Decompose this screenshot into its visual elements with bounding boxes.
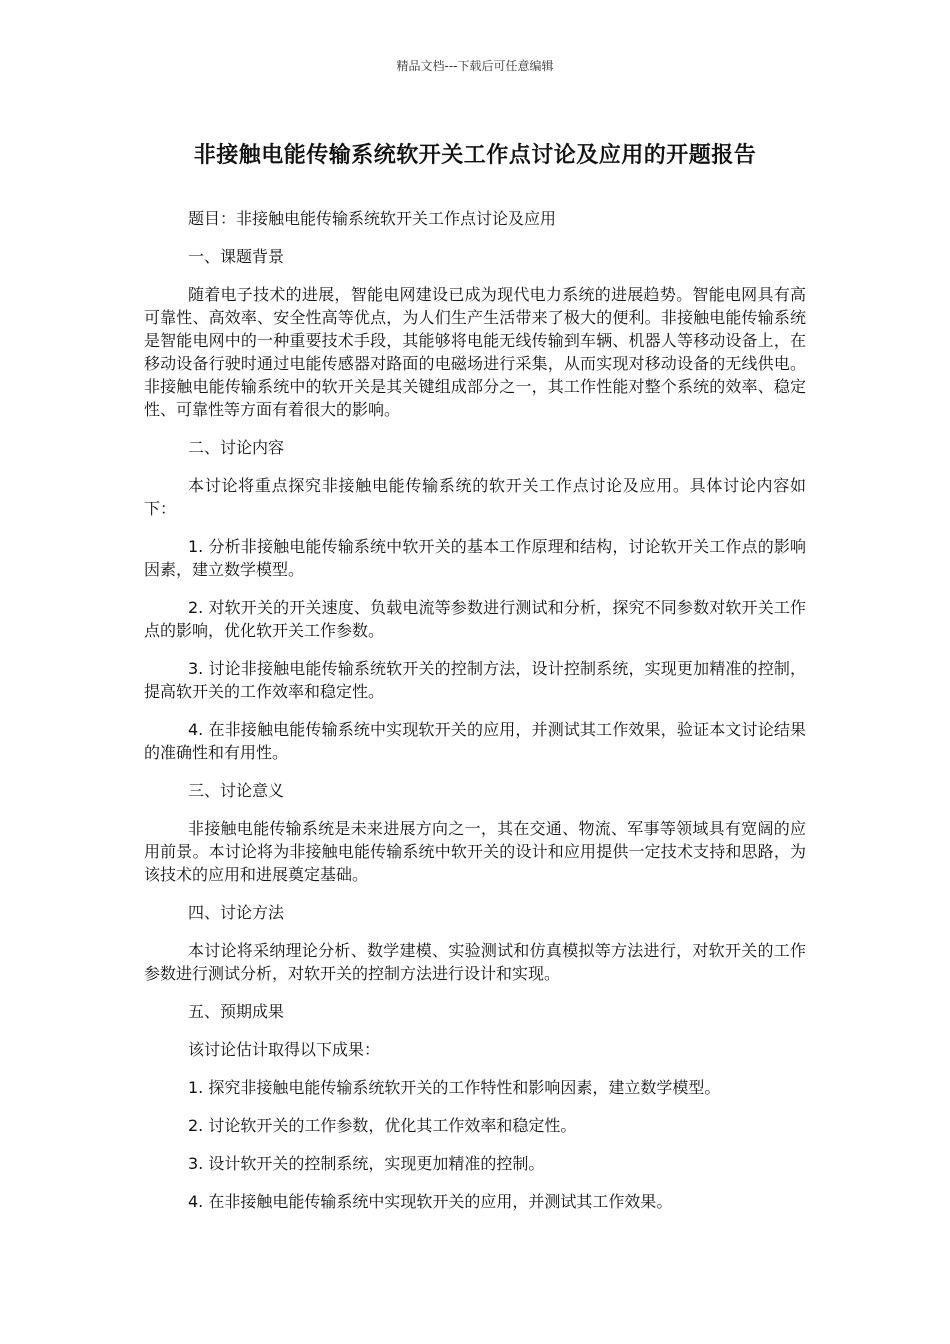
- content-item: 1. 分析非接触电能传输系统中软开关的基本工作原理和结构，讨论软开关工作点的影响因素，建立数学模型。: [144, 537, 806, 579]
- significance-paragraph: 非接触电能传输系统是未来进展方向之一，其在交通、物流、军事等领域具有宽阔的应用前景。本讨论将为非接触电能传输系统中软开关的设计和应用提供一定技术支持和思路，为该技术的应用和进展奠定基础。: [144, 819, 806, 884]
- section-heading-method: 四、讨论方法: [188, 903, 285, 922]
- result-item: 4. 在非接触电能传输系统中实现软开关的应用，并测试其工作效果。: [188, 1192, 673, 1211]
- method-paragraph: 本讨论将采纳理论分析、数学建模、实验测试和仿真模拟等方法进行，对软开关的工作参数进行测试分析，对软开关的控制方法进行设计和实现。: [144, 941, 806, 983]
- topic-line: 题目：非接触电能传输系统软开关工作点讨论及应用: [188, 209, 557, 228]
- results-intro: 该讨论估计取得以下成果：: [188, 1040, 381, 1059]
- section-heading-background: 一、课题背景: [188, 247, 285, 266]
- result-item: 2. 讨论软开关的工作参数，优化其工作效率和稳定性。: [188, 1116, 577, 1135]
- section-heading-content: 二、讨论内容: [188, 438, 285, 457]
- section-heading-significance: 三、讨论意义: [188, 781, 285, 800]
- document-body: [144, 207, 806, 1228]
- content-item: 3. 讨论非接触电能传输系统软开关的控制方法，设计控制系统，实现更加精准的控制，提高软开关的工作效率和稳定性。: [144, 659, 806, 701]
- result-item: 3. 设计软开关的控制系统，实现更加精准的控制。: [188, 1154, 545, 1173]
- content-item: 2. 对软开关的开关速度、负载电流等参数进行测试和分析，探究不同参数对软开关工作点的影响，优化软开关工作参数。: [144, 598, 806, 640]
- content-item: 4. 在非接触电能传输系统中实现软开关的应用，并测试其工作效果，验证本文讨论结果的准确性和有用性。: [144, 720, 806, 762]
- content-intro: 本讨论将重点探究非接触电能传输系统的软开关工作点讨论及应用。具体讨论内容如下：: [144, 476, 806, 518]
- result-item: 1. 探究非接触电能传输系统软开关的工作特性和影响因素，建立数学模型。: [188, 1078, 721, 1097]
- header-note: 精品文档---下载后可任意编辑: [396, 59, 554, 73]
- background-paragraph: 随着电子技术的进展，智能电网建设已成为现代电力系统的进展趋势。智能电网具有高可靠性、高效率、安全性高等优点，为人们生产生活带来了极大的便利。非接触电能传输系统是智能电网中的一种重要技术手段，其能够将电能无线传输到车辆、机器人等移动设备上，在移动设备行驶时通过电能传感器对路面的电磁场进行采集，从而实现对移动设备的无线供电。非接触电能传输系统中的软开关是其关键组成部分之一，其工作性能对整个系统的效率、稳定性、可靠性等方面有着很大的影响。: [144, 285, 806, 419]
- section-heading-results: 五、预期成果: [188, 1002, 285, 1021]
- document-title: 非接触电能传输系统软开关工作点讨论及应用的开题报告: [193, 143, 757, 168]
